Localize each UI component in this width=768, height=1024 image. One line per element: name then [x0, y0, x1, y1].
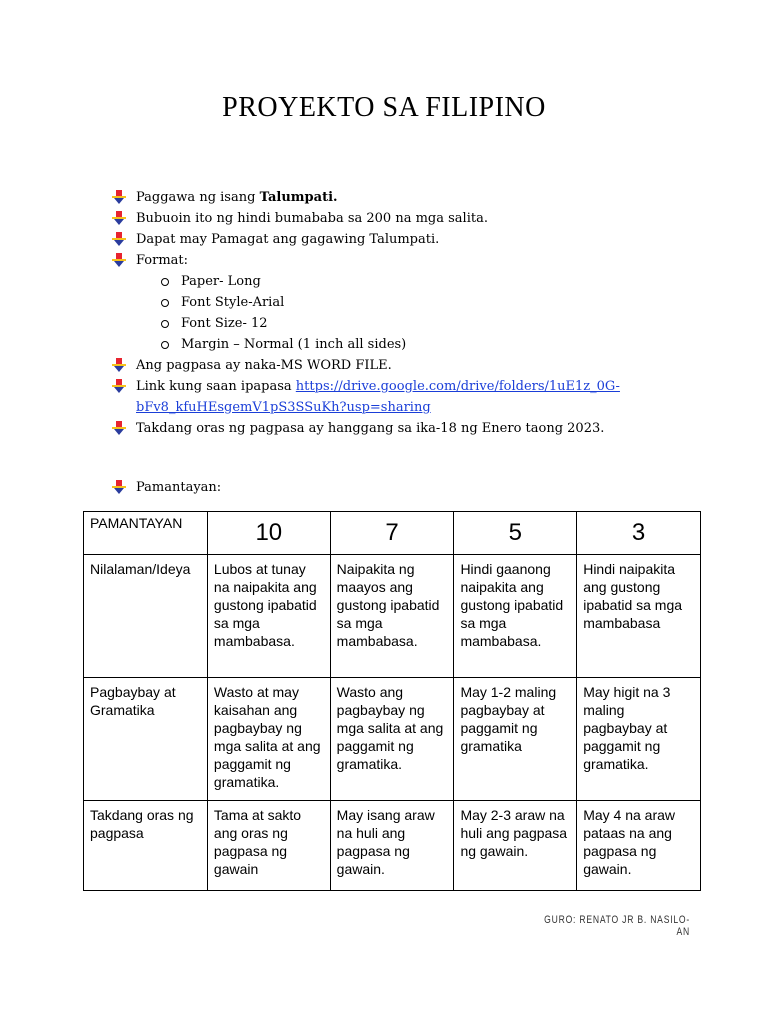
rubric-table [83, 511, 701, 891]
arrow-bullet-icon [112, 358, 126, 372]
list-item [112, 418, 632, 439]
table-cell: Wasto ang pagbaybay ng mga salita at ang paggamit ng gramatika. [330, 678, 454, 801]
table-row [84, 801, 701, 891]
circle-bullet-icon [161, 320, 169, 328]
table-cell: May 4 na araw pataas na ang pagpasa ng gawain. [577, 801, 701, 891]
table-cell: Pagbaybay at Gramatika [84, 678, 208, 801]
table-cell: Wasto at may kaisahan ang pagbaybay ng mga salita at ang paggamit ng gramatika. [207, 678, 330, 801]
sub-list-item [112, 334, 632, 355]
list-item [112, 250, 632, 271]
table-cell: Nilalaman/Ideya [84, 555, 208, 678]
sub-list-item-text: Paper- Long [181, 274, 261, 289]
arrow-bullet-icon [112, 232, 126, 246]
list-item-text: Dapat may Pamagat ang gagawing Talumpati. [136, 232, 440, 247]
circle-bullet-icon [161, 341, 169, 349]
table-row [84, 678, 701, 801]
table-header-row [84, 512, 701, 555]
list-item-text: Pamantayan: [136, 480, 222, 495]
arrow-bullet-icon [112, 480, 126, 494]
list-item [112, 187, 632, 208]
table-cell: May 1-2 maling pagbaybay at paggamit ng gramatika [454, 678, 577, 801]
arrow-bullet-icon [112, 211, 126, 225]
list-item-bold-text: Talumpati. [259, 190, 338, 205]
table-header-cell: 7 [330, 512, 454, 555]
instructions-list [112, 187, 632, 498]
table-cell: May isang araw na huli ang pagpasa ng gawain. [330, 801, 454, 891]
arrow-bullet-icon [112, 190, 126, 204]
table-header-cell: 3 [577, 512, 701, 555]
arrow-bullet-icon [112, 253, 126, 267]
list-item [112, 208, 632, 229]
drive-link[interactable]: https://drive.google.com/drive/folders/1uE1z_0G- [295, 379, 620, 394]
sub-list-item [112, 292, 632, 313]
list-item-text: Format: [136, 253, 189, 268]
teacher-signature: GURO: RENATO JR B. NASILO-AN [544, 914, 690, 938]
list-item [112, 376, 632, 397]
table-cell: Hindi naipakita ang gustong ipabatid sa mga mambabasa [577, 555, 701, 678]
arrow-bullet-icon [112, 379, 126, 393]
sub-list-item-text: Margin – Normal (1 inch all sides) [181, 337, 407, 352]
list-item-text: Paggawa ng isang [136, 190, 260, 205]
arrow-bullet-icon [112, 421, 126, 435]
sub-list-item-text: Font Style-Arial [181, 295, 285, 310]
table-header-cell: PAMANTAYAN [84, 512, 208, 555]
table-cell: Tama at sakto ang oras ng pagpasa ng gawain [207, 801, 330, 891]
table-cell: Takdang oras ng pagpasa [84, 801, 208, 891]
table-cell: May higit na 3 maling pagbaybay at paggamit ng gramatika. [577, 678, 701, 801]
list-item-continuation [112, 397, 632, 418]
list-item [112, 229, 632, 250]
circle-bullet-icon [161, 299, 169, 307]
list-item-text: Takdang oras ng pagpasa ay hanggang sa ika-18 ng Enero taong 2023. [136, 421, 605, 436]
list-item [112, 477, 632, 498]
table-header-cell: 5 [454, 512, 577, 555]
sub-list-item [112, 271, 632, 292]
table-header-cell: 10 [207, 512, 330, 555]
sub-list-item-text: Font Size- 12 [181, 316, 268, 331]
list-item-text: Link kung saan ipapasa [136, 379, 296, 394]
table-cell: Hindi gaanong naipakita ang gustong ipabatid sa mga mambabasa. [454, 555, 577, 678]
table-row [84, 555, 701, 678]
list-item-text: Ang pagpasa ay naka-MS WORD FILE. [136, 358, 392, 373]
list-item-text: Bubuoin ito ng hindi bumababa sa 200 na mga salita. [136, 211, 488, 226]
list-item [112, 355, 632, 376]
circle-bullet-icon [161, 278, 169, 286]
document-title: PROYEKTO SA FILIPINO [222, 92, 546, 123]
drive-link-continuation[interactable]: bFv8_kfuHEsgemV1pS3SSuKh?usp=sharing [136, 400, 431, 415]
sub-list-item [112, 313, 632, 334]
table-cell: Lubos at tunay na naipakita ang gustong ipabatid sa mga mambabasa. [207, 555, 330, 678]
table-cell: May 2-3 araw na huli ang pagpasa ng gawain. [454, 801, 577, 891]
table-cell: Naipakita ng maayos ang gustong ipabatid sa mga mambabasa. [330, 555, 454, 678]
